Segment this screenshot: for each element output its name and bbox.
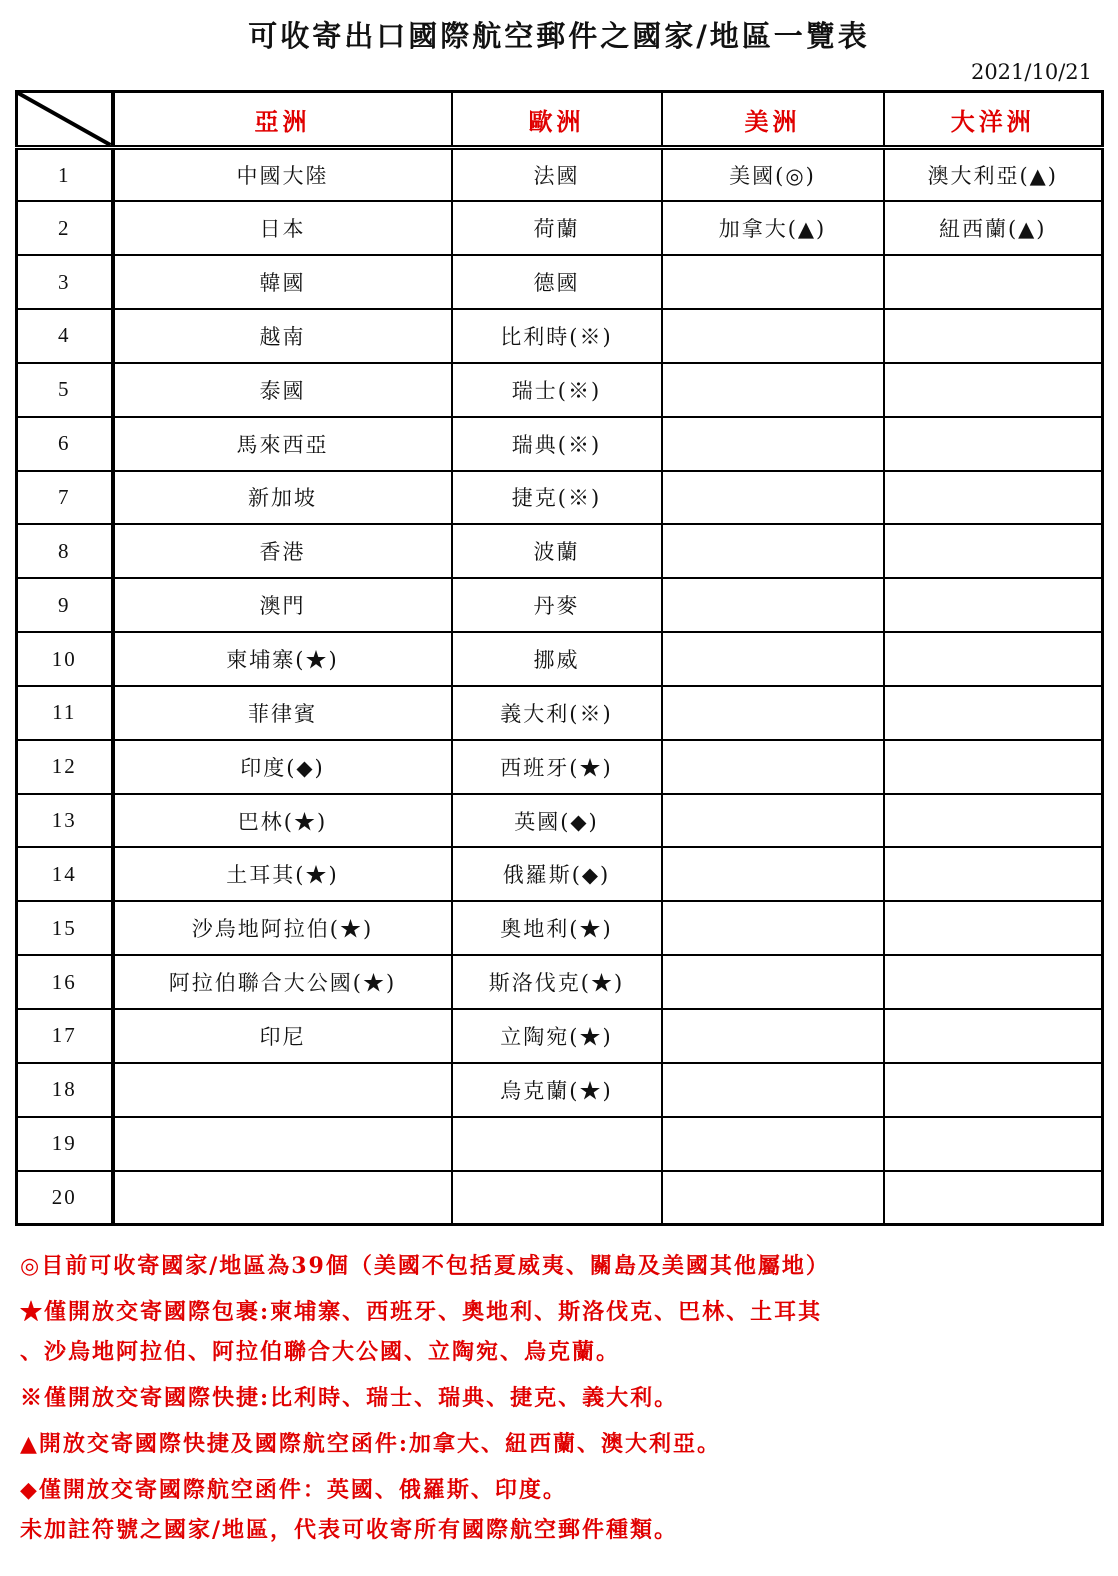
cell-america xyxy=(662,955,884,1009)
cell-oceania xyxy=(884,1009,1103,1063)
cell-america xyxy=(662,901,884,955)
row-number: 1 xyxy=(17,148,113,202)
cell-oceania xyxy=(884,471,1103,525)
row-number: 8 xyxy=(17,524,113,578)
cell-asia: 菲律賓 xyxy=(113,686,452,740)
cell-asia: 阿拉伯聯合大公國(★) xyxy=(113,955,452,1009)
cell-asia: 柬埔寨(★) xyxy=(113,632,452,686)
cell-asia xyxy=(113,1063,452,1117)
table-row xyxy=(17,363,1103,417)
cell-oceania xyxy=(884,794,1103,848)
row-number: 11 xyxy=(17,686,113,740)
cell-europe: 瑞士(※) xyxy=(452,363,662,417)
cell-oceania xyxy=(884,1117,1103,1171)
cell-europe: 波蘭 xyxy=(452,524,662,578)
row-number: 18 xyxy=(17,1063,113,1117)
cell-europe: 西班牙(★) xyxy=(452,740,662,794)
table-body xyxy=(17,148,1103,1225)
cell-america xyxy=(662,417,884,471)
cell-asia: 沙烏地阿拉伯(★) xyxy=(113,901,452,955)
table-row xyxy=(17,1117,1103,1171)
row-number: 13 xyxy=(17,794,113,848)
cell-europe: 德國 xyxy=(452,255,662,309)
table-row xyxy=(17,901,1103,955)
row-number: 16 xyxy=(17,955,113,1009)
table-row xyxy=(17,471,1103,525)
table-row xyxy=(17,794,1103,848)
cell-america: 美國(◎) xyxy=(662,148,884,202)
page-title: 可收寄出口國際航空郵件之國家/地區一覽表 xyxy=(248,19,870,53)
cell-oceania: 澳大利亞(▲) xyxy=(884,148,1103,202)
date-label: 2021/10/21 xyxy=(970,60,1092,84)
cell-america xyxy=(662,363,884,417)
row-number: 7 xyxy=(17,471,113,525)
table-row xyxy=(17,1009,1103,1063)
cell-america xyxy=(662,1063,884,1117)
table-row xyxy=(17,255,1103,309)
cell-america xyxy=(662,1009,884,1063)
table-row xyxy=(17,686,1103,740)
cell-asia: 越南 xyxy=(113,309,452,363)
note-parcel-only-cont: 、沙烏地阿拉伯、阿拉伯聯合大公國、立陶宛、烏克蘭。 xyxy=(20,1339,621,1365)
cell-america xyxy=(662,309,884,363)
cell-europe: 挪威 xyxy=(452,632,662,686)
cell-europe: 英國(◆) xyxy=(452,794,662,848)
header-europe: 歐洲 xyxy=(452,92,662,148)
row-number: 5 xyxy=(17,363,113,417)
cell-america xyxy=(662,632,884,686)
cell-oceania xyxy=(884,363,1103,417)
diagonal-line-icon xyxy=(18,93,111,145)
cell-europe: 荷蘭 xyxy=(452,201,662,255)
row-number: 14 xyxy=(17,847,113,901)
cell-asia xyxy=(113,1171,452,1225)
country-table xyxy=(15,90,1104,1226)
cell-america xyxy=(662,794,884,848)
cell-europe xyxy=(452,1117,662,1171)
table-row xyxy=(17,1171,1103,1225)
row-number: 3 xyxy=(17,255,113,309)
cell-europe: 義大利(※) xyxy=(452,686,662,740)
cell-oceania xyxy=(884,417,1103,471)
cell-europe: 立陶宛(★) xyxy=(452,1009,662,1063)
cell-asia: 中國大陸 xyxy=(113,148,452,202)
cell-oceania xyxy=(884,740,1103,794)
row-number: 20 xyxy=(17,1171,113,1225)
table-row xyxy=(17,524,1103,578)
cell-europe xyxy=(452,1171,662,1225)
cell-america xyxy=(662,1117,884,1171)
row-number: 19 xyxy=(17,1117,113,1171)
cell-america xyxy=(662,686,884,740)
row-number: 2 xyxy=(17,201,113,255)
corner-cell xyxy=(17,92,113,148)
cell-oceania xyxy=(884,847,1103,901)
cell-oceania xyxy=(884,955,1103,1009)
cell-europe: 烏克蘭(★) xyxy=(452,1063,662,1117)
cell-america xyxy=(662,255,884,309)
note-letter-only: ◆僅開放交寄國際航空函件：英國、俄羅斯、印度。 xyxy=(20,1477,567,1503)
cell-asia: 印度(◆) xyxy=(113,740,452,794)
cell-oceania xyxy=(884,686,1103,740)
note-total: ◎目前可收寄國家/地區為39個（美國不包括夏威夷、關島及美國其他屬地） xyxy=(20,1253,830,1279)
note-unmarked: 未加註符號之國家/地區，代表可收寄所有國際航空郵件種類。 xyxy=(20,1517,679,1543)
cell-oceania xyxy=(884,309,1103,363)
table-row xyxy=(17,309,1103,363)
table-row xyxy=(17,201,1103,255)
cell-america xyxy=(662,471,884,525)
cell-europe: 奧地利(★) xyxy=(452,901,662,955)
cell-oceania xyxy=(884,255,1103,309)
cell-asia: 日本 xyxy=(113,201,452,255)
table-row xyxy=(17,955,1103,1009)
cell-asia: 香港 xyxy=(113,524,452,578)
table-row xyxy=(17,148,1103,202)
cell-oceania xyxy=(884,524,1103,578)
cell-america xyxy=(662,740,884,794)
cell-asia: 泰國 xyxy=(113,363,452,417)
cell-oceania: 紐西蘭(▲) xyxy=(884,201,1103,255)
cell-asia: 新加坡 xyxy=(113,471,452,525)
cell-asia: 印尼 xyxy=(113,1009,452,1063)
row-number: 15 xyxy=(17,901,113,955)
cell-oceania xyxy=(884,1063,1103,1117)
cell-america: 加拿大(▲) xyxy=(662,201,884,255)
table-row xyxy=(17,740,1103,794)
cell-america xyxy=(662,524,884,578)
cell-asia: 澳門 xyxy=(113,578,452,632)
cell-oceania xyxy=(884,1171,1103,1225)
table-row xyxy=(17,578,1103,632)
cell-europe: 捷克(※) xyxy=(452,471,662,525)
cell-oceania xyxy=(884,901,1103,955)
header-row xyxy=(17,92,1103,148)
header-america: 美洲 xyxy=(662,92,884,148)
cell-asia: 土耳其(★) xyxy=(113,847,452,901)
row-number: 9 xyxy=(17,578,113,632)
row-number: 12 xyxy=(17,740,113,794)
table-row xyxy=(17,1063,1103,1117)
cell-oceania xyxy=(884,632,1103,686)
note-parcel-only: ★僅開放交寄國際包裹:柬埔寨、西班牙、奧地利、斯洛伐克、巴林、土耳其 xyxy=(20,1299,823,1325)
cell-europe: 法國 xyxy=(452,148,662,202)
legend-notes xyxy=(20,1248,1100,1558)
row-number: 4 xyxy=(17,309,113,363)
table-row xyxy=(17,847,1103,901)
table-row xyxy=(17,417,1103,471)
cell-america xyxy=(662,847,884,901)
cell-asia: 巴林(★) xyxy=(113,794,452,848)
note-express-and-letter: ▲開放交寄國際快捷及國際航空函件:加拿大、紐西蘭、澳大利亞。 xyxy=(20,1431,722,1457)
note-express-only: ※僅開放交寄國際快捷:比利時、瑞士、瑞典、捷克、義大利。 xyxy=(20,1385,679,1411)
cell-europe: 俄羅斯(◆) xyxy=(452,847,662,901)
row-number: 17 xyxy=(17,1009,113,1063)
row-number: 10 xyxy=(17,632,113,686)
cell-asia: 馬來西亞 xyxy=(113,417,452,471)
cell-oceania xyxy=(884,578,1103,632)
cell-europe: 丹麥 xyxy=(452,578,662,632)
cell-america xyxy=(662,578,884,632)
cell-europe: 斯洛伐克(★) xyxy=(452,955,662,1009)
table-row xyxy=(17,632,1103,686)
cell-america xyxy=(662,1171,884,1225)
header-asia: 亞洲 xyxy=(113,92,452,148)
cell-europe: 比利時(※) xyxy=(452,309,662,363)
cell-europe: 瑞典(※) xyxy=(452,417,662,471)
cell-asia: 韓國 xyxy=(113,255,452,309)
cell-asia xyxy=(113,1117,452,1171)
row-number: 6 xyxy=(17,417,113,471)
header-oceania: 大洋洲 xyxy=(884,92,1103,148)
